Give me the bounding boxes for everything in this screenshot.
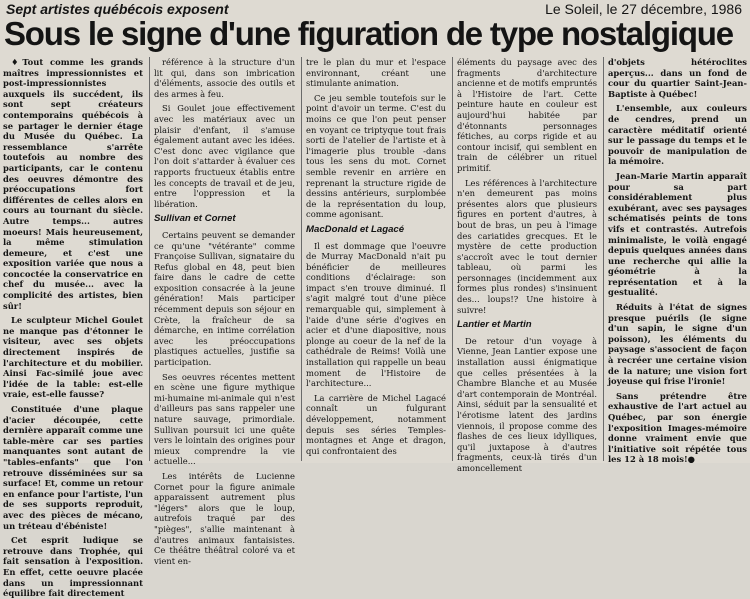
article-paragraph: d'objets hétéroclites aperçus... dans un fond de cour du quartier Saint-Jean-Baptiste à Québec! bbox=[608, 57, 747, 99]
article-paragraph: De retour d'un voyage à Vienne, Jean Lantier expose une installation aussi énigmatique que celles présentées à la Chambre Blanche et au Musée d'art contemporain de Montréal. Ainsi, séduit par la sensualité et l'érotisme latent des jardins viennois, il propose comme des flashes de ces lieux idylliques, qu'il juxtapose à d'autres fragments, ceux-là tirés d'un amoncellement bbox=[457, 335, 597, 473]
article-kicker: Sept artistes québécois exposent bbox=[6, 1, 229, 17]
article-column-5 bbox=[608, 57, 747, 465]
article-paragraph: Ses oeuvres récentes mettent en scène une figure mythique mi-humaine mi-animale qui n'est d'ailleurs pas sans rappeler une nature sauvage, primordiale. Sullivan poursuit ici une quête vers le lointain des origines pour mieux comprendre la vie actuelle... bbox=[154, 371, 295, 467]
article-column-1 bbox=[3, 57, 143, 599]
article-paragraph: Les références à l'architecture n'en demeurent pas moins présentes alors que plusieurs figures en portent d'autres, à bout de bras, un peu à l'image des cariatides grecques. Et le mystère de cette production s'accroît avec le tout dernier tableau, où parmi les personnages (incidemment aux formes plus rondes) s'insinuent des... loups!? Une histoire à suivre! bbox=[457, 177, 597, 315]
article-paragraph: Jean-Marie Martin apparaît pour sa part considérablement plus exubérant, avec ses paysages schématisés peints de tons vifs et contrastés. Autrefois minimaliste, le voilà engagé depuis quelques années dans une recherche qui allie la géométrie à la représentation et à la gestualité. bbox=[608, 170, 747, 298]
article-paragraph: Constituée d'une plaque d'acier découpée, cette dernière apparaît comme une table-mère car ses parties manquantes sont autant de "tables-enfants" que l'on retrouve disséminées sur sa surface! Et, comme un retour en enfance pour l'artiste, l'un de ses supports reproduit, avec des pièces de mécano, un tréteau d'ébéniste! bbox=[3, 404, 143, 531]
article-column-3 bbox=[306, 57, 446, 461]
article-paragraph: tre le plan du mur et l'espace environnant, créant une stimulante animation. bbox=[306, 57, 446, 89]
article-paragraph: Ce jeu semble toutefois sur le point d'avoir un terme. C'est du moins ce que l'on peut penser en voyant ce triptyque tout frais sorti de l'atelier de l'artiste et à l'imagerie plus trouble -dans tous les sens du mot. Cornet semble revenir en arrière en reprenant la structure rigide de dessins antérieurs, surplombée de la représentation du loup, comme agonisant. bbox=[306, 92, 446, 220]
article-paragraph: éléments du paysage avec des fragments d'architecture ancienne et de motifs empruntés à l'Histoire de l'art. Cette peinture haute en couleur est aujourd'hui habitée par d'étonnants personnages fétiches, au corps rigide et au contour incisif, qui semblent en train de célébrer un rituel primitif. bbox=[457, 57, 597, 173]
article-paragraph: Si Goulet joue effectivement avec les matériaux avec un plaisir d'enfant, il s'amuse également autant avec les idées. C'est donc avec vigilance que l'on doit s'attarder à évaluer ces rapports fructueux établis entre les concepts de travail et de jeu, entre l'oppression et la libération. bbox=[154, 103, 295, 209]
article-paragraph: Sans prétendre être exhaustive de l'art actuel au Québec, par son énergie l'exposition Images-mémoire donne vraiment envie que l'initiative soit répétée tous les 12 à 18 mois!● bbox=[608, 390, 747, 465]
article-body bbox=[3, 57, 747, 599]
article-paragraph: Le sculpteur Michel Goulet ne manque pas d'étonner le visiteur, avec ses objets directement inspirés de l'architecture et du mobilier. Ainsi Fac-similé joue avec l'idée de la table: est-elle vraie, est-elle fausse? bbox=[3, 315, 143, 400]
article-column-2 bbox=[154, 57, 295, 566]
article-paragraph: Cet esprit ludique se retrouve dans Trophée, qui fait sensation à l'exposition. En effet, cette oeuvre placée dans un impressionnant équilibre fait directement bbox=[3, 535, 143, 599]
article-paragraph: Réduits à l'état de signes presque puérils (le signe d'un sapin, le signe d'un poisson), les éléments du paysage s'associent de façon à recréer une certaine vision de la nature; une vision fort joyeuse qui frise l'ironie! bbox=[608, 302, 747, 387]
column-divider bbox=[149, 57, 150, 461]
article-paragraph: Les intérêts de Lucienne Cornet pour la figure animale apparaissent autrement plus "légers" alors que le loup, autrefois traqué par des "pièges", s'allie maintenant à d'autres animaux fantaisistes. Ce théâtre théâtral coloré va et vient en- bbox=[154, 470, 295, 566]
article-paragraph: Certains peuvent se demander ce qu'une "vétérante" comme Françoise Sullivan, signataire du Refus global en 48, peut bien faire dans le cadre de cette exposition consacrée à la jeune génération! Mais participer récemment depuis son séjour en Crète, la fraîcheur de sa démarche, en intime corrélation avec les préoccupations plastiques actuelles, justifie sa participation. bbox=[154, 229, 295, 368]
article-paragraph: Il est dommage que l'oeuvre de Murray MacDonald n'ait pu bénéficier de meilleures conditions d'éclairage: son impact s'en trouve diminué. Il s'agit malgré tout d'une pièce remarquable qui, simplement à l'aide d'une série d'ogives en acier et d'une diapositive, nous plonge au coeur de la nef de la cathédrale de Reims! Voilà une installation qui rappelle un beau moment de l'Histoire de l'architecture... bbox=[306, 240, 446, 389]
article-headline: Sous le signe d'une figuration de type nostalgique bbox=[4, 15, 733, 52]
section-subhead: Lantier et Martin bbox=[457, 319, 532, 331]
section-subhead: Sullivan et Cornet bbox=[154, 213, 236, 225]
article-column-4 bbox=[457, 57, 597, 473]
article-paragraph: ♦Tout comme les grands maîtres impressionnistes et post-impressionnistes auxquels ils succédent, ils sont sept créateurs contemporains québécois à se partager le dernier étage du Musée du Québec. La ressemblance s'arrête toutefois au nombre des participants, car le contenu des oeuvres démontre des préoccupations fort différentes de celles alors en cours au tournant du siècle. Autre temps... autres moeurs! Mais heureusement, la même stimulation demeure, et c'est une exposition variée que nous a concoctée la conservatrice en chef du musée... avec la complicité des artistes, bien sûr! bbox=[3, 57, 143, 311]
column-divider bbox=[452, 57, 453, 461]
article-dateline: Le Soleil, le 27 décembre, 1986 bbox=[545, 1, 742, 17]
article-paragraph: L'ensemble, aux couleurs de cendres, prend un caractère méditatif orienté sur le passage du temps et le pouvoir de manipulation de la mémoire. bbox=[608, 103, 747, 167]
article-paragraph: référence à la structure d'un lit qui, dans son imbrication d'éléments, associe des outils et des armes à feu. bbox=[154, 57, 295, 99]
column-divider bbox=[603, 57, 604, 461]
column-divider bbox=[301, 57, 302, 461]
section-subhead: MacDonald et Lagacé bbox=[306, 223, 405, 235]
article-paragraph: La carrière de Michel Lagacé connaît un fulgurant développement, notamment depuis ses séries Temples-montagnes et Ange et dragon, qui confrontaient des bbox=[306, 392, 446, 456]
